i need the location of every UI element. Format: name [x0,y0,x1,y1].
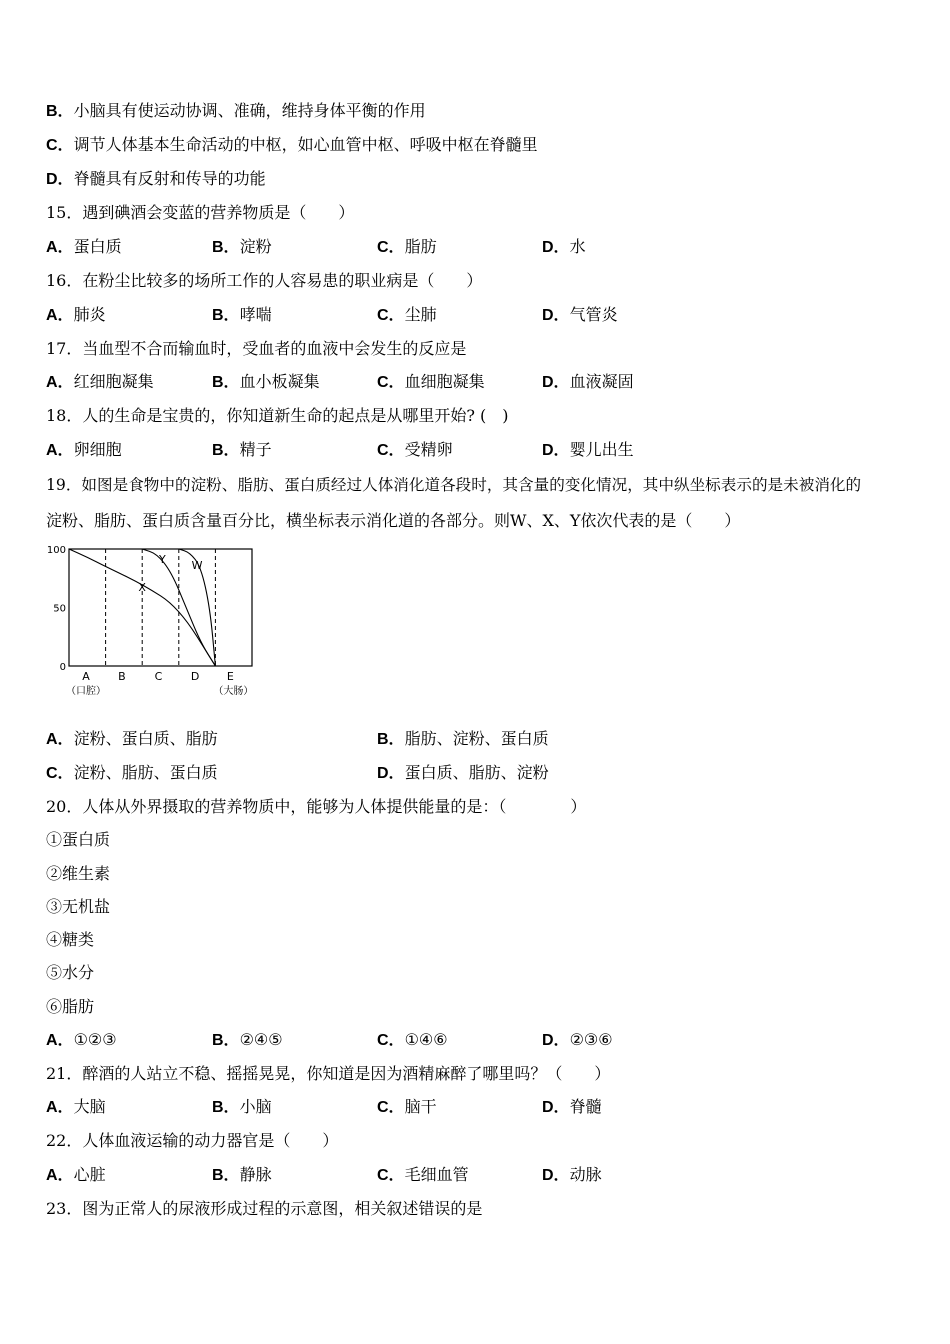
q17-option-d: D．血液凝固 [542,372,634,391]
q17-option-b: B．血小板凝集 [212,372,320,391]
q23-stem: 23．图为正常人的尿液形成过程的示意图，相关叙述错误的是 [46,1199,483,1218]
q17-stem: 17．当血型不合而输血时，受血者的血液中会发生的反应是 [46,339,467,358]
q20-option-b: B．②④⑤ [212,1030,283,1049]
q18-option-a: A．卵细胞 [46,440,122,459]
q18-stem: 18．人的生命是宝贵的，你知道新生命的起点是从哪里开始? ( ) [46,406,509,425]
q15-option-b: B．淀粉 [212,237,272,256]
q19-stem-line1: 19．如图是食物中的淀粉、脂肪、蛋白质经过人体消化道各段时，其含量的变化情况，其中纵坐标表示的是未被消化的 [46,476,862,494]
q21-option-c: C．脑干 [377,1097,437,1116]
chart-y-tick-label: 0 [59,662,66,673]
q21-option-a: A．大脑 [46,1097,106,1116]
chart-x-category-label: D [190,670,200,683]
q16-option-c: C．尘肺 [377,305,437,324]
chart-x-note-mouth: （口腔） [66,686,106,697]
q20-item-2: ②维生素 [46,864,111,883]
chart-y-tick-label: 50 [53,603,66,615]
q22-option-b: B．静脉 [212,1165,272,1184]
chart-series-label-x: X [138,581,146,595]
q20-option-a: A．①②③ [46,1030,117,1049]
q19-option-b: B．脂肪、淀粉、蛋白质 [377,729,549,748]
q16-option-a: A．肺炎 [46,305,106,324]
q16-stem: 16．在粉尘比较多的场所工作的人容易患的职业病是（ ） [46,271,483,290]
chart-y-tick-label: 100 [46,545,66,556]
q20-stem: 20．人体从外界摄取的营养物质中，能够为人体提供能量的是：（ ） [46,797,587,816]
q20-item-5: ⑤水分 [46,963,95,982]
chart-x-category-label: C [154,670,163,683]
q20-item-6: ⑥脂肪 [46,997,95,1016]
chart-x-category-label: A [82,670,90,683]
q19-stem-line2: 淀粉、脂肪、蛋白质含量百分比，横坐标表示消化道的各部分。则W、X、Y依次代表的是（ ） [46,511,741,530]
chart-x-category-label: E [226,670,234,683]
q22-option-d: D．动脉 [542,1165,602,1184]
q20-option-d: D．②③⑥ [542,1030,613,1049]
q21-option-d: D．脊髓 [542,1097,602,1116]
q15-option-d: D．水 [542,237,586,256]
q16-option-d: D．气管炎 [542,305,618,324]
q15-stem: 15．遇到碘酒会变蓝的营养物质是（ ） [46,203,355,222]
digestion-chart [40,538,270,708]
q20-option-c: C．①④⑥ [377,1030,448,1049]
chart-x-note-large-intestine: （大肠） [213,686,254,697]
q20-item-1: ①蛋白质 [46,830,111,849]
q14-option-c: C．调节人体基本生命活动的中枢，如心血管中枢、呼吸中枢在脊髓里 [46,135,538,154]
q14-option-b: B．小脑具有使运动协调、准确，维持身体平衡的作用 [46,101,426,120]
q15-option-a: A．蛋白质 [46,237,122,256]
chart-plot-frame [69,549,252,666]
q21-option-b: B．小脑 [212,1097,272,1116]
q14-option-d: D．脊髓具有反射和传导的功能 [46,169,266,188]
q20-item-4: ④糖类 [46,930,95,949]
q19-option-a: A．淀粉、蛋白质、脂肪 [46,729,218,748]
q19-option-c: C．淀粉、脂肪、蛋白质 [46,763,218,782]
q17-option-c: C．血细胞凝集 [377,372,485,391]
chart-series-label-y: Y [158,553,166,567]
q18-option-b: B．精子 [212,440,272,459]
q17-option-a: A．红细胞凝集 [46,372,154,391]
q22-stem: 22．人体血液运输的动力器官是（ ） [46,1131,339,1150]
chart-x-category-label: B [118,670,126,683]
q18-option-c: C．受精卵 [377,440,453,459]
q21-stem: 21．醉酒的人站立不稳、摇摇晃晃，你知道是因为酒精麻醉了哪里吗？（ ） [46,1064,611,1083]
q22-option-c: C．毛细血管 [377,1165,469,1184]
q20-item-3: ③无机盐 [46,897,111,916]
chart-series-label-w: W [191,558,203,572]
q19-option-d: D．蛋白质、脂肪、淀粉 [377,763,549,782]
q22-option-a: A．心脏 [46,1165,106,1184]
q15-option-c: C．脂肪 [377,237,437,256]
q18-option-d: D．婴儿出生 [542,440,634,459]
q16-option-b: B．哮喘 [212,305,272,324]
